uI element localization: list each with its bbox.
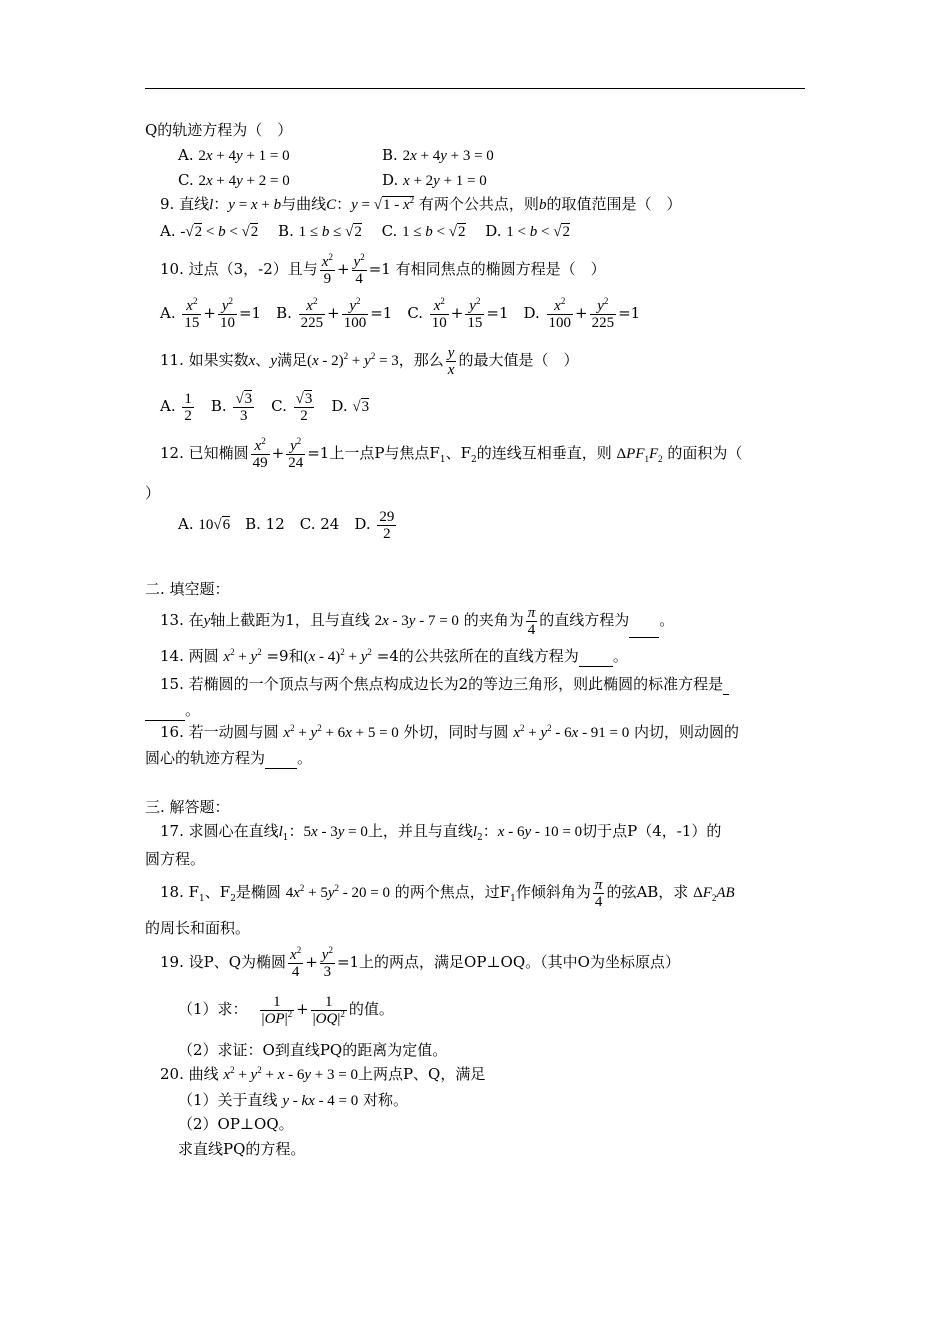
q15-blank: 。 — [145, 700, 200, 721]
q19-part1: （1）求： $\frac{1}{|OP|^2}$ + $\frac{1}{|OQ|^2}$ 的值。 — [178, 993, 394, 1027]
q8-stem: Q的轨迹方程为（ ） — [145, 121, 293, 139]
q17: 17. 求圆心在直线$l_1$：5x - 3y = 0上，并且与直线$l_2$：x - 6y - 10 = 0切于点P（4，-1）的 — [160, 822, 722, 843]
q19-stem: 19. 设P、Q为椭圆 $\frac{x^2}{4}$ + $\frac{y^2}{3}$ =1上的两点，满足OP⊥OQ。（其中O为坐标原点） — [160, 944, 680, 980]
q8-option-c: C. 2x + 4y + 2 = 0 — [178, 171, 290, 189]
header-rule — [145, 88, 805, 89]
q17-cont: 圆方程。 — [145, 850, 206, 868]
q12-stem: 12. 已知椭圆 $\frac{x^2}{49}$ + $\frac{y^2}{24}$ =1上一点P与焦点$F_1$、$F_2$的连线互相垂直，则 $\Delta PF_1F_2$ 的面积为（ — [160, 435, 743, 471]
q11-stem: 11. 如果实数x、y满足$(x - 2)^2 + y^2 = 3$，那么 $\frac{y}{x}$ 的最大值是（ ） — [160, 344, 579, 378]
section-fill-in: 二. 填空题： — [145, 580, 230, 598]
q16: 16. 若一动圆与圆 $x^2 + y^2 + 6x + 5 = 0$ 外切，同时与圆 $x^2 + y^2 - 6x - 91 = 0$ 内切，则动圆的 — [160, 723, 740, 741]
q8-option-a: A. 2x + 4y + 1 = 0 — [178, 146, 290, 164]
q20-part1: （1）关于直线 y - kx - 4 = 0 对称。 — [178, 1091, 409, 1109]
q18: 18. $F_1$、$F_2$是椭圆 $4x^2 + 5y^2 - 20 = 0$ 的两个焦点，过$F_1$作倾斜角为 $\frac{\pi}{4}$ 的弦AB，求 $\Delta F_2AB$ — [160, 876, 735, 910]
q18-cont: 的周长和面积。 — [145, 919, 251, 937]
q14: 14. 两圆 $x^2 + y^2 =9$和$(x - 4)^2 + y^2 =4$的公共弦所在的直线方程为 。 — [160, 647, 628, 665]
q8-option-d: D. x + 2y + 1 = 0 — [382, 171, 487, 189]
q9-options: A. -√2 < b < √2 B. 1 ≤ b ≤ √2 C. 1 ≤ b < √2 D. 1 < b < √2 — [160, 222, 570, 240]
q15: 15. 若椭圆的一个顶点与两个焦点构成边长为2的等边三角形，则此椭圆的标准方程是 — [160, 674, 729, 695]
q12-options: A. 10√6 B. 12 C. 24 D. $\frac{29}{2}$ — [178, 508, 395, 542]
section-answer: 三. 解答题： — [145, 798, 230, 816]
q12-stem-end: ） — [145, 484, 161, 502]
q20-stem: 20. 曲线 $x^2 + y^2 + x - 6y + 3 = 0$上两点P、Q，满足 — [160, 1065, 486, 1083]
q19-part2: （2）求证：O到直线PQ的距离为定值。 — [178, 1041, 448, 1059]
q11-options: A. $\frac{1}{2}$ B. $\frac{√3}{3}$ C. $\frac{√3}{2}$ D. √3 — [160, 390, 370, 424]
q8-option-b: B. 2x + 4y + 3 = 0 — [382, 146, 494, 164]
q10-options: A. $\frac{x^2}{15}$ + $\frac{y^2}{10}$ =1 B. $\frac{x^2}{225}$ + $\frac{y^2}{100}$ =1 C. $\frac{x^2}{10}$ + $\frac{y^2}{15}$ =1 D. $\frac{x^2}{100}$ + $\frac{y^2}{225}$ =1 — [160, 295, 641, 331]
q20-part2: （2）OP⊥OQ。 — [178, 1115, 294, 1133]
q20-ask: 求直线PQ的方程。 — [178, 1140, 306, 1158]
q9-stem: 9. 直线l：y = x + b与曲线C：$y = √1 - x^2$ 有两个公共点，则b的取值范围是（ ） — [160, 195, 682, 213]
q16-cont: 圆心的轨迹方程为 。 — [145, 749, 313, 767]
q13: 13. 在y轴上截距为1，且与直线 2x - 3y - 7 = 0 的夹角为 $\frac{\pi}{4}$ 的直线方程为 。 — [160, 604, 675, 638]
q10-stem: 10. 过点（3，-2）且与 $\frac{x^2}{9}$ + $\frac{y^2}{4}$ =1 有相同焦点的椭圆方程是（ ） — [160, 251, 606, 287]
